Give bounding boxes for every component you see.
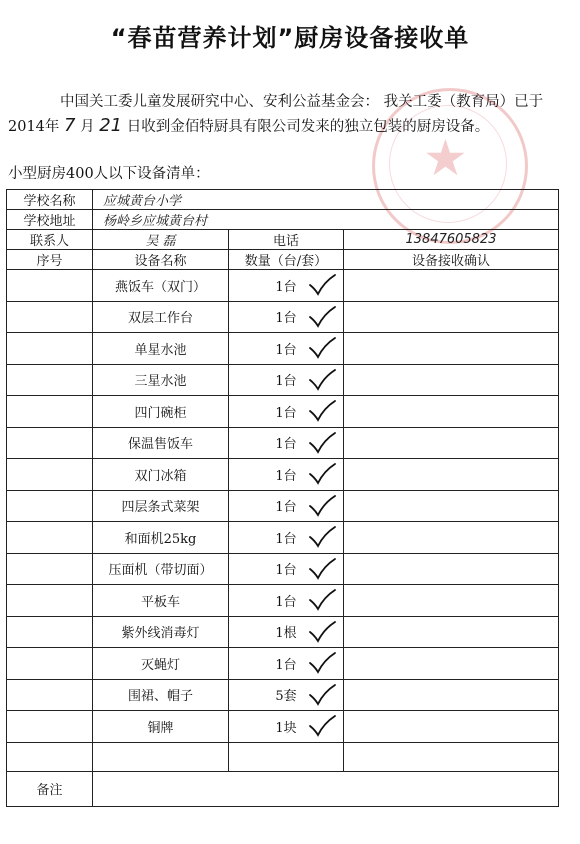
equipment-name-cell: 铜牌 (93, 711, 229, 743)
table-row (7, 301, 559, 333)
col-header-confirm: 设备接收确认 (344, 250, 559, 270)
equipment-name-cell: 燕饭车（双门） (93, 270, 229, 302)
quantity-text: 1台 (275, 437, 297, 453)
intro-line2: 日收到金佰特厨具有限公司发来的独立包装的厨房设备。 (126, 119, 490, 135)
contact-row (7, 230, 559, 250)
school-name-value: 应城黄台小学 (93, 190, 559, 210)
empty-cell (344, 742, 559, 771)
quantity-cell (229, 396, 344, 428)
quantity-cell (229, 333, 344, 365)
confirm-cell (344, 301, 559, 333)
col-header-name: 设备名称 (93, 250, 229, 270)
intro-text (8, 90, 568, 139)
empty-cell (93, 742, 229, 771)
intro-month-label: 月 (80, 119, 95, 135)
quantity-text: 1台 (275, 657, 297, 673)
school-name-label: 学校名称 (7, 190, 93, 210)
row-no-cell (7, 301, 93, 333)
quantity-cell (229, 490, 344, 522)
row-no-cell (7, 553, 93, 585)
confirm-cell (344, 270, 559, 302)
quantity-cell (229, 427, 344, 459)
confirm-cell (344, 396, 559, 428)
contact-label: 联系人 (7, 230, 93, 250)
intro-paragraph (8, 90, 568, 139)
table-row (7, 522, 559, 554)
quantity-text: 1台 (275, 500, 297, 516)
table-row (7, 427, 559, 459)
phone-value: 13847605823 (344, 230, 559, 250)
contact-value: 吴 磊 (93, 230, 229, 250)
quantity-text: 1台 (275, 468, 297, 484)
equipment-table (6, 189, 559, 807)
quantity-cell (229, 553, 344, 585)
column-header-row (7, 250, 559, 270)
quantity-text: 1台 (275, 594, 297, 610)
row-no-cell (7, 679, 93, 711)
equipment-name-cell: 灭蝇灯 (93, 648, 229, 680)
quantity-text: 1台 (275, 374, 297, 390)
remark-value (93, 771, 559, 806)
confirm-cell (344, 427, 559, 459)
quantity-cell (229, 522, 344, 554)
row-no-cell (7, 333, 93, 365)
handwritten-month: 7 (64, 115, 76, 136)
confirm-cell (344, 585, 559, 617)
equipment-name-cell: 紫外线消毒灯 (93, 616, 229, 648)
remark-row (7, 771, 559, 806)
row-no-cell (7, 396, 93, 428)
equipment-name-cell: 围裙、帽子 (93, 679, 229, 711)
row-no-cell (7, 648, 93, 680)
row-no-cell (7, 711, 93, 743)
seal-star-icon: ★ (423, 129, 468, 187)
row-no-cell (7, 490, 93, 522)
quantity-cell (229, 648, 344, 680)
item-rows (7, 270, 559, 743)
confirm-cell (344, 553, 559, 585)
quantity-text: 1块 (275, 720, 297, 736)
quantity-cell (229, 616, 344, 648)
table-row (7, 711, 559, 743)
table-row (7, 396, 559, 428)
handwritten-day: 21 (99, 115, 123, 136)
school-address-row (7, 210, 559, 230)
quantity-text: 5套 (275, 689, 297, 705)
empty-row (7, 742, 559, 771)
quantity-text: 1台 (275, 342, 297, 358)
school-address-value: 杨岭乡应城黄台村 (93, 210, 559, 230)
confirm-cell (344, 522, 559, 554)
table-row (7, 679, 559, 711)
equipment-name-cell: 和面机25kg (93, 522, 229, 554)
row-no-cell (7, 270, 93, 302)
empty-cell (7, 742, 93, 771)
quantity-cell (229, 679, 344, 711)
equipment-name-cell: 双门冰箱 (93, 459, 229, 491)
col-header-no: 序号 (7, 250, 93, 270)
row-no-cell (7, 585, 93, 617)
quantity-text: 1台 (275, 279, 297, 295)
table-row (7, 553, 559, 585)
equipment-name-cell: 四门碗柜 (93, 396, 229, 428)
quantity-cell (229, 459, 344, 491)
equipment-name-cell: 三星水池 (93, 364, 229, 396)
quantity-cell (229, 711, 344, 743)
quantity-cell (229, 585, 344, 617)
quantity-text: 1台 (275, 405, 297, 421)
confirm-cell (344, 333, 559, 365)
quantity-cell (229, 270, 344, 302)
table-row (7, 648, 559, 680)
confirm-cell (344, 364, 559, 396)
confirm-cell (344, 711, 559, 743)
equipment-name-cell: 四层条式菜架 (93, 490, 229, 522)
empty-cell (229, 742, 344, 771)
quantity-cell (229, 364, 344, 396)
equipment-name-cell: 单星水池 (93, 333, 229, 365)
equipment-name-cell: 平板车 (93, 585, 229, 617)
table-row (7, 585, 559, 617)
table-row (7, 459, 559, 491)
col-header-qty: 数量（台/套） (229, 250, 344, 270)
confirm-cell (344, 616, 559, 648)
list-subtitle: 小型厨房400人以下设备清单： (8, 166, 210, 182)
quantity-cell (229, 301, 344, 333)
quantity-text: 1台 (275, 563, 297, 579)
quantity-text: 1根 (275, 626, 297, 642)
confirm-cell (344, 490, 559, 522)
equipment-name-cell: 压面机（带切面） (93, 553, 229, 585)
table-row (7, 616, 559, 648)
table-row (7, 333, 559, 365)
row-no-cell (7, 522, 93, 554)
confirm-cell (344, 679, 559, 711)
school-address-label: 学校地址 (7, 210, 93, 230)
quantity-text: 1台 (275, 311, 297, 327)
quantity-text: 1台 (275, 531, 297, 547)
row-no-cell (7, 427, 93, 459)
school-name-row (7, 190, 559, 210)
table-row (7, 270, 559, 302)
row-no-cell (7, 616, 93, 648)
confirm-cell (344, 459, 559, 491)
table-row (7, 364, 559, 396)
equipment-name-cell: 保温售饭车 (93, 427, 229, 459)
equipment-name-cell: 双层工作台 (93, 301, 229, 333)
remark-label: 备注 (7, 771, 93, 806)
table-row (7, 490, 559, 522)
confirm-cell (344, 648, 559, 680)
document-title: “春苗营养计划”厨房设备接收单 (110, 24, 470, 52)
row-no-cell (7, 459, 93, 491)
row-no-cell (7, 364, 93, 396)
phone-label: 电话 (229, 230, 344, 250)
intro-line1: 中国关工委儿童发展研究中心、安利公益基金会： 我关工委（教育局）已于2014年 (8, 94, 544, 135)
